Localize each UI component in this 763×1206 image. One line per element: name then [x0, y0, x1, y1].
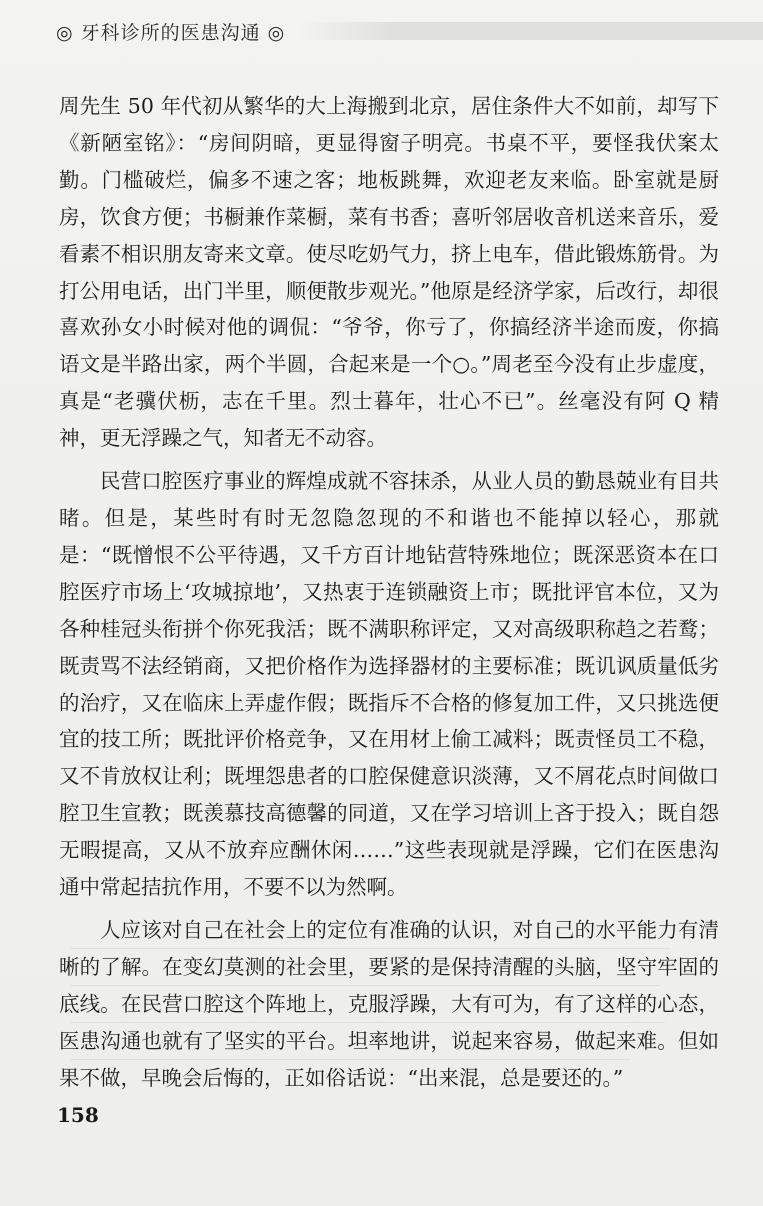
paragraph: 民营口腔医疗事业的辉煌成就不容抹杀，从业人员的勤恳兢业有目共睹。但是，某些时有时无忽隐忽现的不和谐也不能掉以轻心，那就是：“既憎恨不公平待遇，又千方百计地钻营特殊地位；既深恶资本在口腔医疗市场上‘攻城掠地’，又热衷于连锁融资上市；既批评官本位，又为各种桂冠头衔拼个你死我活；既不满职称评定，又对高级职称趋之若鹜；既责骂不法经销商，又把价格作为选择器材的主要标准；既讥讽质量低劣的治疗，又在临床上弄虚作假；既指斥不合格的修复加工件，又只挑选便宜的技工所；既批评价格竞争，又在用材上偷工减料；既责怪员工不稳，又不肯放权让利；既埋怨患者的口腔保健意识淡薄，又不屑花点时间做口腔卫生宣教；既羡慕技高德馨的同道，又在学习培训上吝于投入；既自怨无暇提高，又从不放弃应酬休闲……”这些表现就是浮躁，它们在医患沟通中常起拮抗作用，不要不以为然啊。	[59, 469, 719, 900]
running-header	[0, 0, 763, 56]
header-title: ◎ 牙科诊所的医患沟通 ◎	[56, 22, 286, 44]
page-number: 158	[57, 1103, 99, 1127]
body-text	[59, 88, 719, 1102]
paragraph: 周先生 50 年代初从繁华的大上海搬到北京，居住条件大不如前，却写下《新陋室铭》：“房间阴暗，更显得窗子明亮。书桌不平，要怪我伏案太勤。门槛破烂，偏多不速之客；地板跳舞，欢迎老友来临。卧室就是厨房，饮食方便；书橱兼作菜橱，菜有书香；喜听邻居收音机送来音乐，爱看素不相识朋友寄来文章。使尽吃奶气力，挤上电车，借此锻炼筋骨。为打公用电话，出门半里，顺便散步观光。”他原是经济学家，后改行，却很喜欢孙女小时候对他的调侃：“爷爷，你亏了，你搞经济半途而废，你搞语文是半路出家，两个半圆，合起来是一个○。”周老至今没有止步虚度，真是“老骥伏枥，志在千里。烈士暮年，壮心不已”。丝毫没有阿 Q 精神，更无浮躁之气，知者无不动容。	[59, 94, 719, 451]
paragraph: 人应该对自己在社会上的定位有准确的认识，对自己的水平能力有清晰的了解。在变幻莫测的社会里，要紧的是保持清醒的头脑，坚守牢固的底线。在民营口腔这个阵地上，克服浮躁，大有可为，有了这样的心态，医患沟通也就有了坚实的平台。坦率地讲，说起来容易，做起来难。但如果不做，早晚会后悔的，正如俗话说：“出来混，总是要还的。”	[59, 917, 719, 1090]
header-shade-band	[300, 22, 763, 40]
